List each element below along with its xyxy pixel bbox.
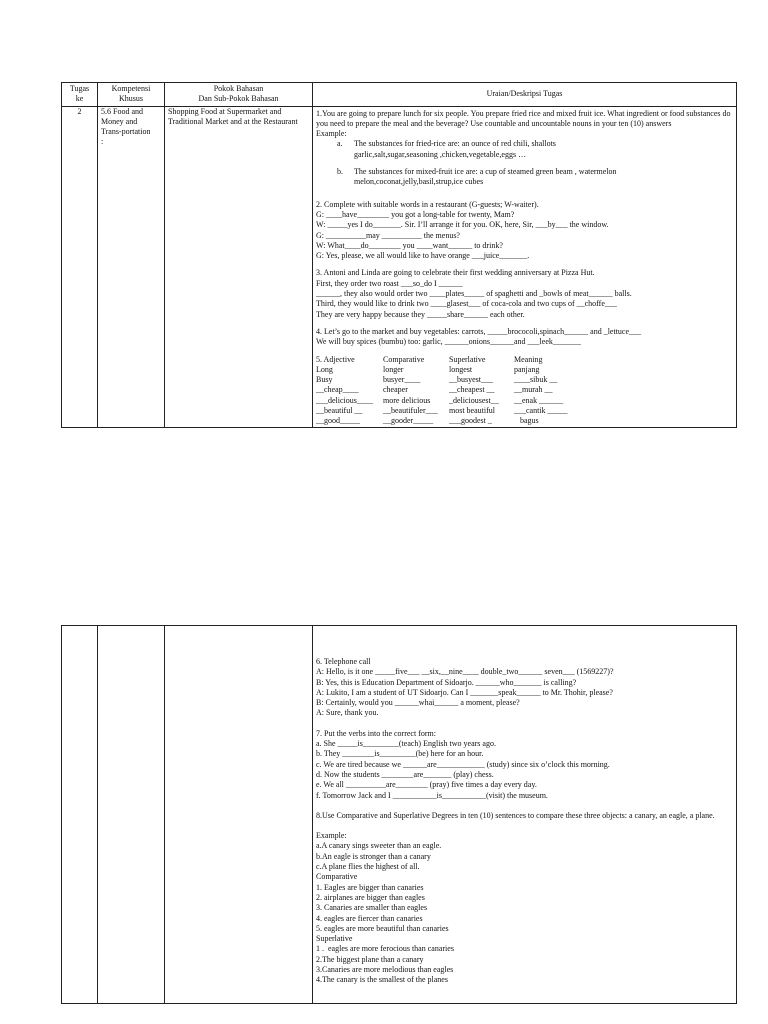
example-marker: b.	[337, 167, 343, 177]
task-table-2	[61, 625, 737, 1004]
comparative-cell: __gooder_____	[383, 416, 434, 426]
comparative-cell: more delicious	[383, 395, 431, 405]
adjective-row	[316, 375, 568, 385]
superlative-cell: __cheapest __	[449, 385, 495, 395]
example-marker: a.	[337, 139, 343, 149]
cell-kompetensi: 5.6 Food and Money and Trans-portation :	[98, 106, 165, 427]
adjective-row	[316, 385, 568, 395]
superlative-cell: ___goodest _	[449, 416, 492, 426]
superlative-cell: Superlative	[449, 354, 486, 364]
comparative-cell: cheaper	[383, 385, 408, 395]
adjective-cell: Long	[316, 364, 333, 374]
superlative-cell: longest	[449, 364, 473, 374]
adjective-row	[316, 365, 568, 375]
task-table-1	[61, 82, 737, 428]
cell-kompetensi-empty	[98, 626, 165, 1004]
task-8-text: 8.Use Comparative and Superlative Degrees in ten (10) sentences to compare these three objects: a canary, an eagle, a plane.	[316, 810, 715, 820]
task-8-answers: Example: a.A canary sings sweeter than an eagle. b.An eagle is stronger than a canary c.A plane flies the highest of all. Comparative 1. Eagles are bigger than canaries 2. airplanes are bigger than eagles 3. Canaries are smaller than eagles 4. eagles are fiercer than canaries 5. eagles are more beautiful than canaries Superlative 1 . eagles are more ferocious than canaries 2.The biggest plane than a canary 3.Canaries are more melodious than eagles 4.The canary is the smallest of the planes	[316, 831, 454, 985]
comparative-cell: Comparative	[383, 354, 425, 364]
table-row	[62, 626, 737, 1004]
header-tugas: Tugas ke	[62, 83, 98, 107]
table-row	[62, 106, 737, 427]
meaning-cell: ___cantik _____	[514, 406, 568, 416]
task-3-text: 3. Antoni and Linda are going to celebrate their first wedding anniversary at Pizza Hut. First, they order two roast ___so_do I ______ ______, they also would order two ____plates_____ of spaghetti and _bowls of meat______ balls. Third, they would like to drink two ____glasest___ of coca-cola and two cups of __choffe___ They are very happy because they _____share______ each other.	[316, 268, 632, 319]
example-text: The substances for fried-rice are: an ounce of red chili, shallots garlic,salt,sugar,seasoning ,chicken,vegetable,eggs …	[354, 139, 556, 159]
cell-pokok-bahasan: Shopping Food at Supermarket and Traditional Market and at the Restaurant	[165, 106, 313, 427]
meaning-cell: ____sibuk __	[514, 375, 558, 385]
example-text: The substances for mixed-fruit ice are: a cup of steamed green beam , watermelon melon,coconat,jelly,basil,strup,ice cubes	[354, 167, 617, 187]
comparative-cell: __beautifuler___	[383, 406, 438, 416]
task-4-text: 4. Let’s go to the market and buy vegetables: carrots, _____brococoli,spinach______ and _lettuce___ We will buy spices (bumbu) too: garlic, ______onions______and ___leek_______	[316, 326, 642, 347]
cell-tugas-number: 2	[62, 106, 98, 427]
adjective-cell: 5. Adjective	[316, 354, 355, 364]
adjective-degree-table	[316, 355, 568, 427]
cell-pokok-bahasan-empty	[165, 626, 313, 1004]
meaning-cell: __enak ______	[514, 395, 564, 405]
comparative-cell: longer	[383, 364, 404, 374]
cell-uraian	[313, 106, 737, 427]
task-1-text: 1.You are going to prepare lunch for six people. You prepare fried rice and mixed fruit ice. What ingredient or food substances do you need to prepare the meal and the beverage? Use countable and uncountable nouns in your ten (10) answers	[316, 108, 731, 128]
meaning-cell: bagus	[514, 416, 539, 426]
meaning-cell: Meaning	[514, 354, 543, 364]
task-6-text: 6. Telephone call A: Hello, is it one _____five___ __six,__nine____ double_two______ seven___ (1569227)? B: Yes, this is Education Department of Sidoarjo. ______who_______ is calling? A: Lukito, I am a student of UT Sidoarjo. Can I _______speak______ to Mr. Thohir, please? B: Certainly, would you ______whai______ a moment, please? A: Sure, thank you.	[316, 657, 614, 718]
task-2-text: 2. Complete with suitable words in a restaurant (G-guests; W-waiter). G: ____have________ you got a long-table for twenty, Mam? W: _____yes I do_______. Sir. I’ll arrange it for you. OK, here, Sir, ___by___ the window. G: __________may __________ the menus? W: What____do________ you ____want______ to drink? G: Yes, please, we all would like to have orange ___juice_______.	[316, 199, 609, 261]
adjective-row	[316, 355, 568, 365]
adjective-row	[316, 406, 568, 416]
task-7-text: 7. Put the verbs into the correct form: a. She _____is_________(teach) English two years ago. b. They ________is_________(be) here for an hour. c. We are tired because we ______are____________ (study) since six o’clock this morning. d. Now the students ________are_______ (play) chess. e. We all __________are________ (pray) five times a day every day. f. Tomorrow Jack and I ___________is___________(visit) the museum.	[316, 728, 610, 800]
superlative-cell: _deliciousest__	[449, 395, 499, 405]
adjective-cell: __beautiful __	[316, 406, 363, 416]
comparative-cell: busyer____	[383, 375, 421, 385]
task-1-example-b	[337, 167, 733, 188]
task-1-example-label: Example:	[316, 129, 347, 139]
header-uraian: Uraian/Deskripsi Tugas	[313, 83, 737, 107]
adjective-cell: __good_____	[316, 416, 360, 426]
meaning-cell: panjang	[514, 364, 540, 374]
superlative-cell: most beautiful	[449, 406, 495, 416]
superlative-cell: __busyest___	[449, 375, 493, 385]
adjective-row	[316, 416, 568, 426]
cell-uraian-continued	[313, 626, 737, 1004]
adjective-row	[316, 396, 568, 406]
cell-tugas-empty	[62, 626, 98, 1004]
adjective-cell: __cheap____	[316, 385, 359, 395]
meaning-cell: __murah __	[514, 385, 553, 395]
header-pokok-bahasan: Pokok Bahasan Dan Sub-Pokok Bahasan	[165, 83, 313, 107]
header-kompetensi: Kompetensi Khusus	[98, 83, 165, 107]
table-header-row	[62, 83, 737, 107]
adjective-cell: Busy	[316, 375, 333, 385]
adjective-cell: ___delicious____	[316, 395, 373, 405]
task-1-example-a	[337, 139, 733, 160]
